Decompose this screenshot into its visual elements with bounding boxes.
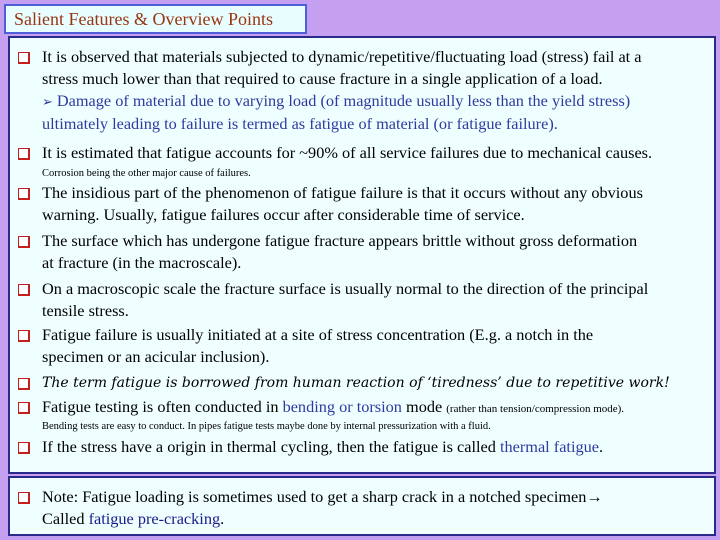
checkbox-bullet-icon [18, 378, 30, 390]
bullet-text-post: . [598, 437, 604, 456]
bullet-text [42, 396, 710, 420]
bullet-text: at fracture (in the macroscale). [42, 253, 242, 272]
checkbox-bullet-icon [18, 442, 30, 454]
bullet-highlight: thermal fatigue [499, 437, 599, 456]
bullet-text: It is observed that materials subjected to dynamic/repetitive/fluctuating load (stress) fail at a [42, 47, 642, 66]
bullet-item-2 [10, 142, 714, 164]
bullet-item-6 [10, 324, 714, 368]
bullet-text: The term fatigue is borrowed from human reaction of ‘tiredness’ due to repetitive work! [42, 375, 670, 391]
note-text-pre: Called [42, 509, 89, 528]
checkbox-bullet-icon [18, 236, 30, 248]
sub-bullet-text: ultimately leading to failure is termed as fatigue of material (or fatigue failure). [42, 114, 558, 133]
bullet-text: The insidious part of the phenomenon of fatigue failure is that it occurs without any obvious [42, 183, 643, 202]
slide-title: Salient Features & Overview Points [4, 4, 307, 34]
bullet-text: tensile stress. [42, 301, 129, 320]
bullet-text-pre: Fatigue testing is often conducted in [42, 397, 283, 416]
note-panel [8, 476, 716, 536]
bullet-footnote: Corrosion being the other major cause of failures. [42, 168, 251, 179]
bullet-item-5 [10, 278, 714, 322]
bullet-footnote: Bending tests are easy to conduct. In pipes fatigue tests maybe done by internal pressurization with a fluid. [42, 421, 491, 432]
bullet-text-post: mode [401, 397, 447, 416]
note-highlight: fatigue pre-cracking [88, 509, 221, 528]
bullet-text [42, 436, 710, 458]
sub-bullet-text: Damage of material due to varying load (of magnitude usually less than the yield stress) [56, 91, 631, 110]
bullet-paren-note: (rather than tension/compression mode). [446, 403, 625, 415]
note-item [10, 486, 714, 530]
main-content-panel [8, 36, 716, 474]
bullet-item-9 [10, 436, 714, 458]
checkbox-bullet-icon [18, 492, 30, 504]
bullet-item-8 [10, 396, 714, 420]
note-text-post: . [220, 509, 225, 528]
arrow-bullet-icon: ➢ [42, 94, 53, 109]
bullet-item-3 [10, 182, 714, 226]
checkbox-bullet-icon [18, 284, 30, 296]
bullet-item-1 [10, 46, 714, 135]
checkbox-bullet-icon [18, 330, 30, 342]
bullet-text: It is estimated that fatigue accounts for ~90% of all service failures due to mechanical causes. [42, 143, 653, 162]
checkbox-bullet-icon [18, 188, 30, 200]
bullet-text: Fatigue failure is usually initiated at a site of stress concentration (E.g. a notch in the [42, 325, 594, 344]
sub-bullet [42, 90, 710, 113]
checkbox-bullet-icon [18, 52, 30, 64]
note-text [42, 508, 710, 530]
bullet-text: stress much lower than that required to cause fracture in a single application of a load. [42, 69, 603, 88]
checkbox-bullet-icon [18, 148, 30, 160]
note-text: Note: Fatigue loading is sometimes used to get a sharp crack in a notched specimen→ [42, 487, 603, 506]
bullet-highlight: bending or torsion [282, 397, 402, 416]
bullet-text-pre: If the stress have a origin in thermal cycling, then the fatigue is called [42, 437, 500, 456]
checkbox-bullet-icon [18, 402, 30, 414]
bullet-item-7 [10, 372, 714, 394]
bullet-item-4 [10, 230, 714, 274]
bullet-text: The surface which has undergone fatigue fracture appears brittle without gross deformation [42, 231, 638, 250]
bullet-text: specimen or an acicular inclusion). [42, 347, 270, 366]
bullet-text: warning. Usually, fatigue failures occur after considerable time of service. [42, 205, 525, 224]
bullet-text: On a macroscopic scale the fracture surface is usually normal to the direction of the principal [42, 279, 649, 298]
